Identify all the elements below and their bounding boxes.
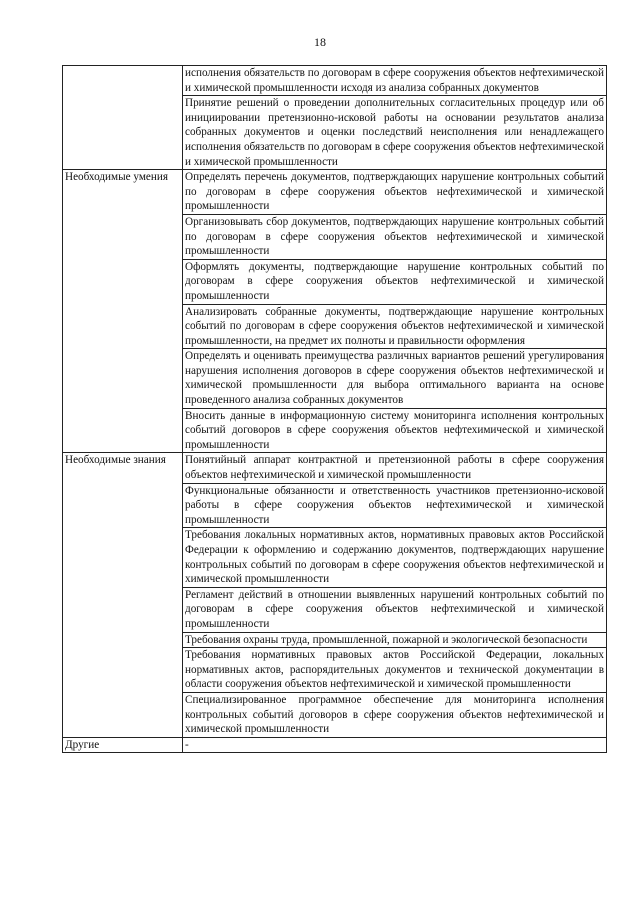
- table-row: [63, 737, 607, 753]
- requirement-item: Требования нормативных правовых актов Российской Федерации, локальных нормативных актов, распорядительных документов и технической документации в области сооружения объектов нефтехимической и химической промышленности: [183, 648, 607, 693]
- table-row: [63, 66, 607, 96]
- requirement-item: Регламент действий в отношении выявленных нарушений контрольных событий по договорам в сфере сооружения объектов нефтехимической и химической промышленности: [183, 587, 607, 632]
- requirement-item: Функциональные обязанности и ответственность участников претензионно-исковой работы в сфере сооружения объектов нефтехимической и химической промышленности: [183, 483, 607, 528]
- section-label: Другие: [63, 737, 183, 753]
- requirements-table: [62, 65, 607, 753]
- section-label: Необходимые умения: [63, 170, 183, 453]
- section-label: [63, 66, 183, 170]
- table-row: [63, 453, 607, 483]
- requirement-item: Специализированное программное обеспечение для мониторинга исполнения контрольных событий договоров в сфере сооружения объектов нефтехимической и химической промышленности: [183, 692, 607, 737]
- requirement-item: Понятийный аппарат контрактной и претензионной работы в сфере сооружения объектов нефтехимической и химической промышленности: [183, 453, 607, 483]
- requirement-item: Требования локальных нормативных актов, нормативных правовых актов Российской Федерации к оформлению и содержанию документов, подтверждающих нарушение контрольных событий по договорам в сфере сооружения объектов нефтехимической и химической промышленности: [183, 528, 607, 587]
- table-row: [63, 170, 607, 215]
- requirement-item: Определять перечень документов, подтверждающих нарушение контрольных событий по договорам в сфере сооружения объектов нефтехимической и химической промышленности: [183, 170, 607, 215]
- requirement-item: Определять и оценивать преимущества различных вариантов решений урегулирования нарушения исполнения договоров в сфере сооружения объектов нефтехимической и химической промышленности для выбора оптимального варианта на основе проведенного анализа собранных документов: [183, 349, 607, 408]
- requirement-item: Оформлять документы, подтверждающие нарушение контрольных событий по договорам в сфере сооружения объектов нефтехимической и химической промышленности: [183, 259, 607, 304]
- requirement-item: Организовывать сбор документов, подтверждающих нарушение контрольных событий по договорам в сфере сооружения объектов нефтехимической и химической промышленности: [183, 214, 607, 259]
- requirement-item: Требования охраны труда, промышленной, пожарной и экологической безопасности: [183, 632, 607, 648]
- requirement-item: -: [183, 737, 607, 753]
- requirement-item: Анализировать собранные документы, подтверждающие нарушение контрольных событий по договорам в сфере сооружения объектов нефтехимической и химической промышленности, на предмет их полноты и правильности оформления: [183, 304, 607, 349]
- section-label: Необходимые знания: [63, 453, 183, 737]
- page-number: 18: [314, 35, 326, 49]
- requirement-item: исполнения обязательств по договорам в сфере сооружения объектов нефтехимической и химической промышленности исходя из анализа собранных документов: [183, 66, 607, 96]
- requirement-item: Вносить данные в информационную систему мониторинга исполнения контрольных событий договоров в сфере сооружения объектов нефтехимической и химической промышленности: [183, 408, 607, 453]
- requirement-item: Принятие решений о проведении дополнительных согласительных процедур или об инициировании претензионно-исковой работы на основании результатов анализа собранных документов и оценки последствий неисполнения или ненадлежащего исполнения обязательств по договорам в сфере сооружения объектов нефтехимической и химической промышленности: [183, 96, 607, 170]
